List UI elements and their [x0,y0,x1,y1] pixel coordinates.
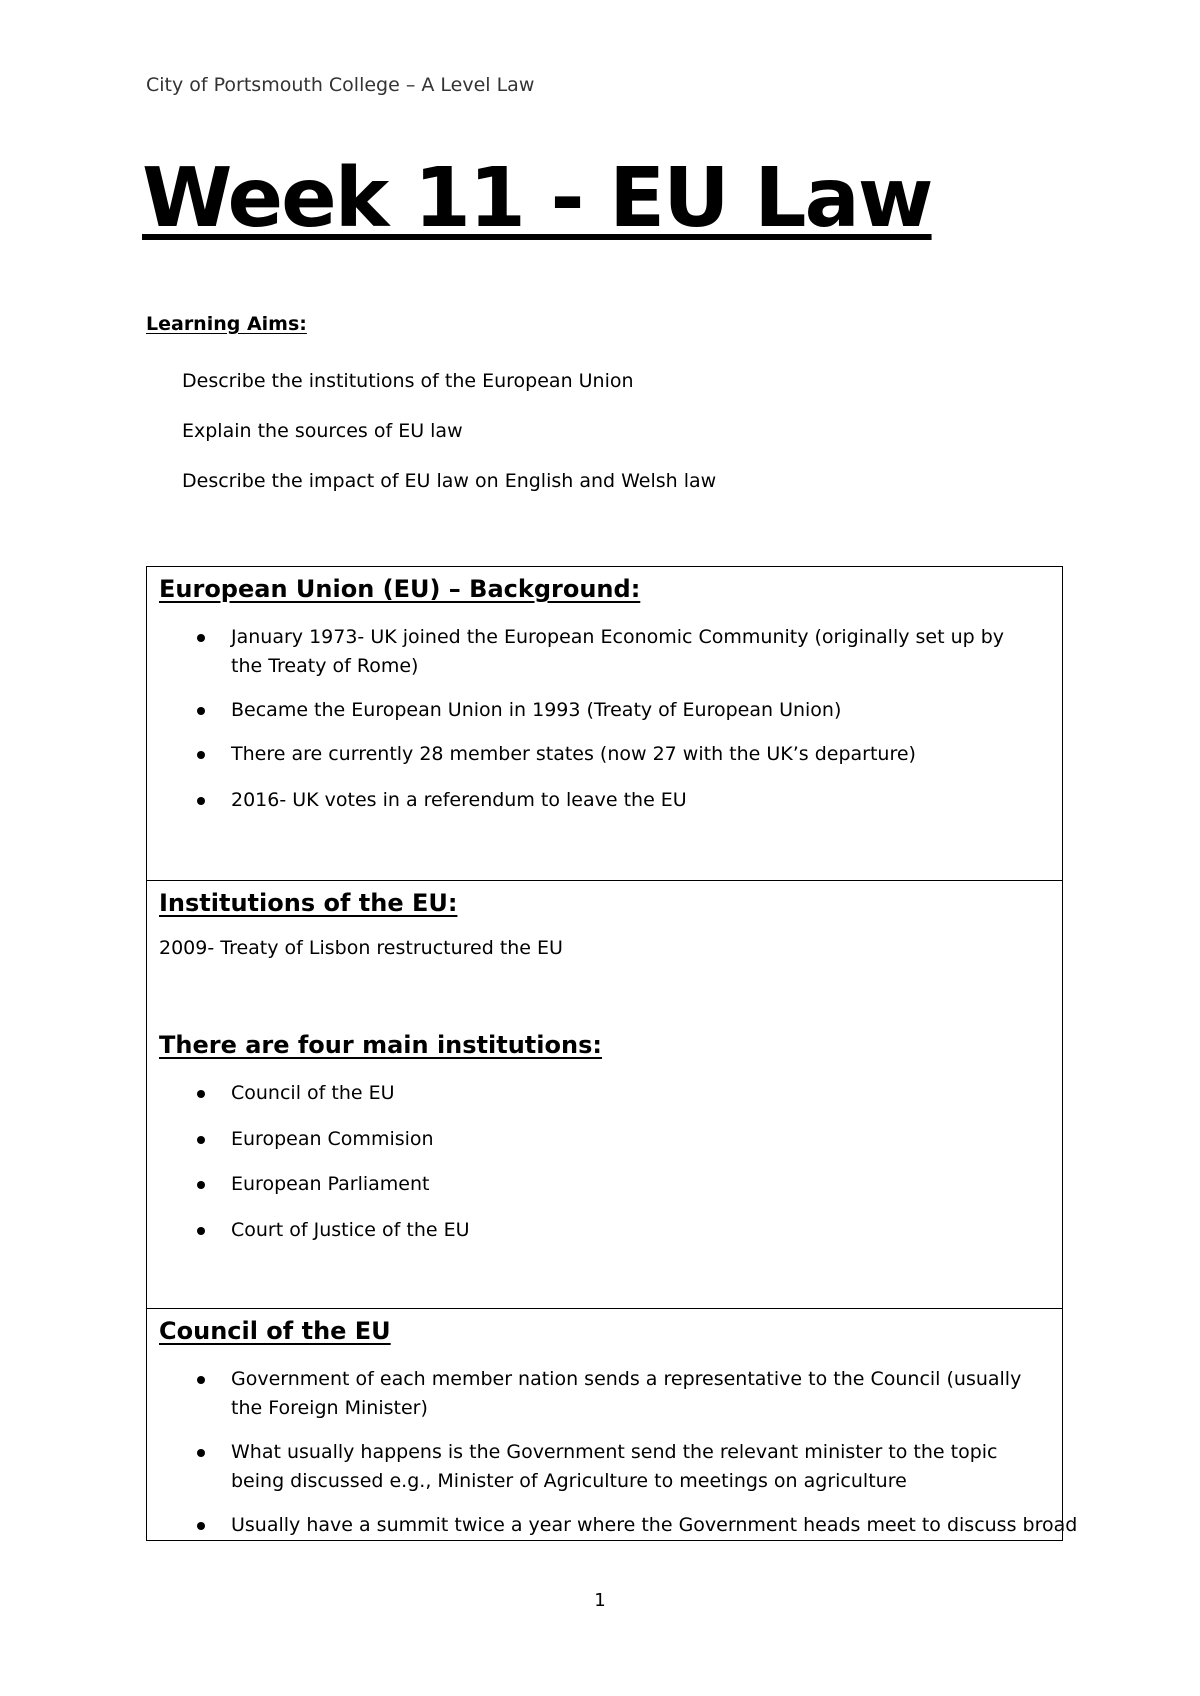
institutions-list [147,1079,1062,1245]
list-item-text: Court of Justice of the EU [231,1219,470,1241]
institutions-section [146,880,1063,1309]
list-item-text: Government of each member nation sends a representative to the Council (usually the Foreign Minister) [231,1368,1022,1419]
list-item-text: 2016- UK votes in a referendum to leave the EU [231,789,687,811]
bullet-icon [197,1376,205,1384]
learning-aim: Explain the sources of EU law [182,420,463,442]
list-item [147,1125,1062,1154]
list-item-text: Became the European Union in 1993 (Treaty of European Union) [231,699,842,721]
council-list [147,1365,1078,1540]
list-item [147,740,1062,769]
institutions-intro: 2009- Treaty of Lisbon restructured the EU [159,937,563,959]
background-section [146,566,1063,881]
list-item-text: European Parliament [231,1173,430,1195]
list-item-text: European Commision [231,1128,434,1150]
list-item-text: There are currently 28 member states (now 27 with the UK’s departure) [231,743,916,765]
page-number: 1 [594,1590,606,1611]
institutions-subheading: There are four main institutions: [159,1031,602,1059]
bullet-icon [197,1227,205,1235]
list-item [147,1216,1062,1245]
list-item-text: Council of the EU [231,1082,395,1104]
background-list [147,623,1062,815]
learning-aim: Describe the impact of EU law on English and Welsh law [182,470,717,492]
bullet-icon [197,634,205,642]
bullet-icon [197,1181,205,1189]
list-item [147,1079,1062,1108]
list-item-text: January 1973- UK joined the European Economic Community (originally set up by the Treaty of Rome) [231,626,1005,677]
bullet-icon [197,751,205,759]
bullet-icon [197,1449,205,1457]
learning-aim: Describe the institutions of the European Union [182,370,634,392]
bullet-icon [197,1136,205,1144]
background-heading: European Union (EU) – Background: [159,575,641,603]
page-title: Week 11 - EU Law [142,151,932,246]
learning-aims-heading: Learning Aims: [146,313,307,335]
list-item [147,786,1062,815]
bullet-icon [197,707,205,715]
list-item [147,623,1062,681]
list-item-text: What usually happens is the Government send the relevant minister to the topic being discussed e.g., Minister of Agriculture to meetings on agriculture [231,1441,998,1492]
council-section [146,1308,1078,1541]
list-item [147,696,1062,725]
page-header: City of Portsmouth College – A Level Law [146,74,535,96]
list-item [147,1511,1078,1540]
list-item [147,1170,1062,1199]
bullet-icon [197,797,205,805]
bullet-icon [197,1522,205,1530]
institutions-heading: Institutions of the EU: [159,889,458,917]
list-item [147,1438,1062,1496]
list-item-text: Usually have a summit twice a year where the Government heads meet to discuss broad [231,1514,1078,1536]
council-heading: Council of the EU [159,1317,391,1345]
list-item [147,1365,1062,1423]
bullet-icon [197,1090,205,1098]
